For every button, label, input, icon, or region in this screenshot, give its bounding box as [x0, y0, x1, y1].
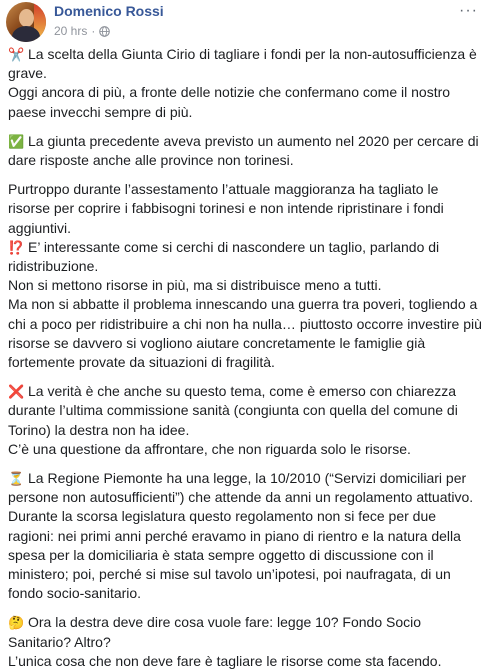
paragraph-5-line-2: C’è una questione da affrontare, che non riguarda solo le risorse.	[8, 440, 411, 457]
interrobang-icon: ⁉️	[8, 239, 25, 255]
post-body	[8, 45, 482, 671]
paragraph-1-line-2: Oggi ancora di più, a fronte delle notizie che confermano come il nostro paese invecchi sempre di più.	[8, 84, 451, 120]
avatar[interactable]	[6, 2, 46, 42]
paragraph-2-text: La giunta precedente aveva previsto un aumento nel 2020 per cercare di dare risposte anche alle province non torinesi.	[8, 132, 479, 169]
post-meta	[54, 24, 110, 38]
thinking-icon: 🤔	[8, 615, 25, 631]
paragraph-3-text: Purtroppo durante l’assestamento l’attuale maggioranza ha tagliato le risorse per coprire i fabbisogni torinesi e non intende ripristinare i fondi aggiuntivi.	[8, 181, 444, 236]
paragraph-4-line-3: Ma non si abbatte il problema innescando una guerra tra poveri, togliendo a chi a poco per ridistribuire a chi non ha nulla… piuttosto occorre investire più risorse se davvero si vogliono aiutare concretamente le famiglie già fortemente provate da situazioni di fragilità.	[8, 296, 482, 371]
paragraph-1	[8, 45, 482, 122]
paragraph-2	[8, 132, 482, 170]
avatar-face	[19, 9, 34, 27]
author-name[interactable]: Domenico Rossi	[54, 3, 164, 19]
meta-separator: ·	[91, 24, 96, 38]
more-options-icon[interactable]: ···	[459, 2, 478, 19]
timestamp[interactable]: 20 hrs	[54, 24, 88, 38]
paragraph-4	[8, 238, 482, 372]
globe-icon	[99, 26, 110, 37]
paragraph-6-line-2: Durante la scorsa legislatura questo regolamento non si fece per due ragioni: nei primi anni perché eravamo in piano di rientro e la natura della spesa per la domiciliaria è stata sempre oggetto di discussione con il ministero; poi, perché si mise sul tavolo un’ipotesi, poi naufragata, di un fondo socio-sanitario.	[8, 508, 461, 602]
paragraph-3	[8, 180, 482, 238]
paragraph-5	[8, 382, 482, 459]
paragraph-1-line-1: La scelta della Giunta Cirio di tagliare i fondi per la non-autosufficienza è grave.	[8, 46, 477, 82]
paragraph-7	[8, 613, 482, 671]
paragraph-5-line-1: La verità è che anche su questo tema, come è emerso con chiarezza durante l’ultima commissione sanità (congiunta con quella del comune di Torino) la destra non ha idee.	[8, 383, 458, 438]
paragraph-7-line-1: Ora la destra deve dire cosa vuole fare: legge 10? Fondo Socio Sanitario? Altro?	[8, 614, 422, 650]
hourglass-icon: ⏳	[8, 471, 25, 487]
scissors-icon: ✂️	[8, 47, 25, 62]
cross-icon: ❌	[8, 384, 25, 400]
paragraph-4-line-2: Non si mettono risorse in più, ma si distribuisce meno a tutti.	[8, 277, 382, 294]
post-header	[0, 0, 492, 50]
paragraph-6	[8, 469, 482, 603]
paragraph-6-line-1: La Regione Piemonte ha una legge, la 10/2010 (“Servizi domiciliari per persone non autosufficienti”) che attende da anni un regolamento attuativo.	[8, 470, 474, 506]
check-icon: ✅	[8, 133, 25, 149]
paragraph-4-line-1: E’ interessante come si cerchi di nascondere un taglio, parlando di ridistribuzione.	[8, 238, 440, 275]
avatar-body	[12, 26, 40, 42]
paragraph-7-line-2: L’unica cosa che non deve fare è tagliare le risorse come sta facendo.	[8, 652, 442, 669]
